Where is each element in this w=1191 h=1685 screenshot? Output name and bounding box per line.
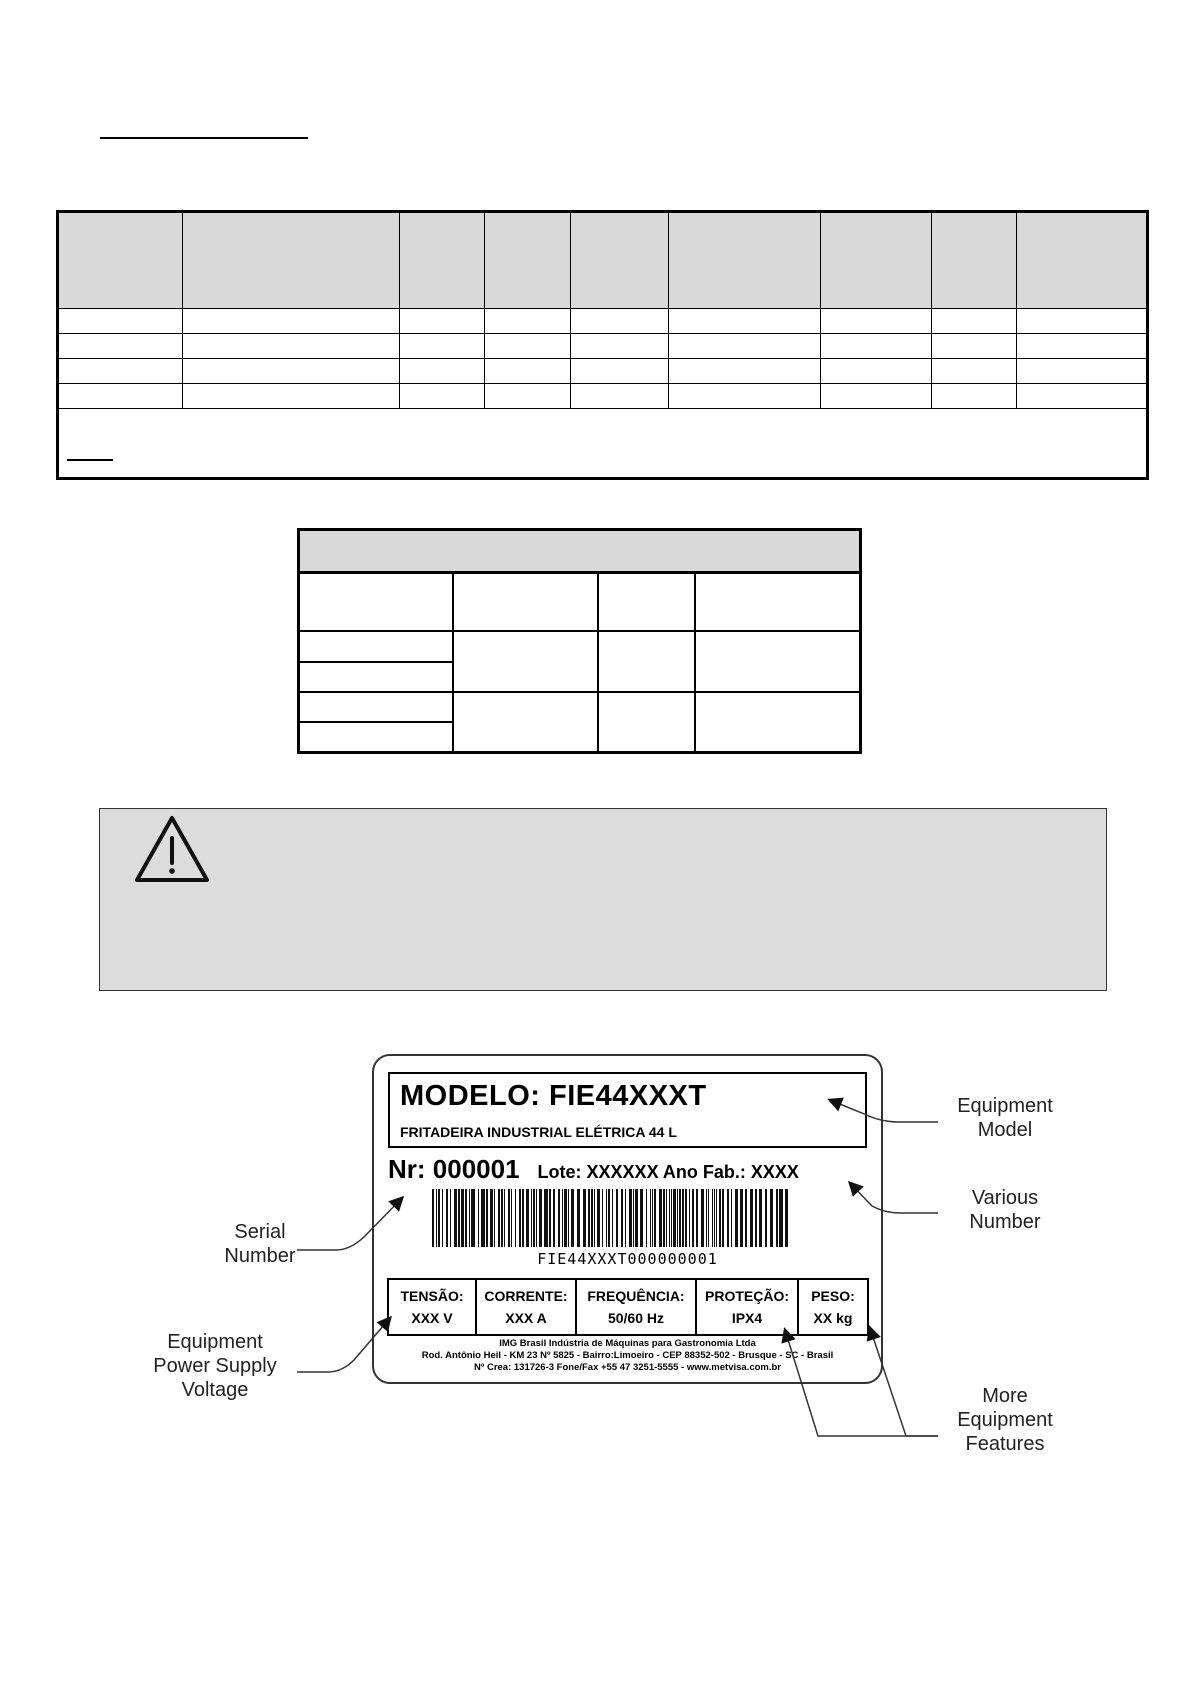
callout-equipment-model: Equipment Model (957, 1095, 1053, 1141)
specifications-table (56, 210, 1149, 480)
spec-value: XX kg (813, 1310, 853, 1326)
spec-value: XXX A (505, 1310, 547, 1326)
secondary-table-title-bar (300, 531, 859, 574)
spec-value: 50/60 Hz (607, 1310, 665, 1326)
spec-strip (387, 1278, 869, 1336)
table-row (59, 308, 1146, 333)
table-row (59, 383, 1146, 408)
model-title: MODELO: FIE44XXXT (400, 1080, 707, 1112)
barcode-text: FIE44XXXT000000001 (537, 1250, 718, 1268)
heading-underline (100, 137, 308, 139)
spec-value: IPX4 (731, 1310, 763, 1326)
model-subtitle: FRITADEIRA INDUSTRIAL ELÉTRICA 44 L (400, 1124, 677, 1140)
barcode-icon (432, 1189, 792, 1247)
table-header-cell (183, 213, 400, 308)
table-row (59, 333, 1146, 358)
table-header-cell (821, 213, 932, 308)
spec-current (477, 1280, 577, 1334)
spec-weight (799, 1280, 867, 1334)
callout-various-number: Various Number (969, 1187, 1041, 1233)
serial-number: Nr: 000001 (388, 1154, 520, 1184)
table-header-cell (669, 213, 821, 308)
table-header-cell (1017, 213, 1146, 308)
table-header-cell (571, 213, 669, 308)
secondary-table (297, 528, 862, 754)
table-header-cell (485, 213, 571, 308)
callout-more-features: More Equipment Features (957, 1385, 1053, 1455)
spec-name: TENSÃO: (400, 1288, 464, 1304)
table-row (59, 358, 1146, 383)
serial-line (388, 1154, 799, 1185)
manufacturer-line: Rod. Antônio Heil - KM 23 Nº 5825 - Bairro:Limoeiro - CEP 88352-502 - Brusque - SC - Brasil (421, 1350, 834, 1361)
spec-name: CORRENTE: (484, 1288, 568, 1304)
warning-triangle-icon (132, 813, 212, 885)
spec-frequency (577, 1280, 697, 1334)
table-header-cell (400, 213, 485, 308)
note-underline (67, 459, 113, 461)
model-box (388, 1072, 867, 1148)
table-note-area (59, 408, 1146, 477)
callout-power-supply: Equipment Power Supply Voltage (153, 1331, 277, 1401)
batch-year: Lote: XXXXXX Ano Fab.: XXXX (537, 1162, 799, 1182)
warning-box (99, 808, 1107, 991)
spec-name: FREQUÊNCIA: (587, 1288, 685, 1304)
spec-name: PROTEÇÃO: (705, 1288, 789, 1304)
manufacturer-line: Nº Crea: 131726-3 Fone/Fax +55 47 3251-5555 - www.metvisa.com.br (473, 1362, 781, 1373)
spec-name: PESO: (811, 1288, 855, 1304)
callout-serial-number: Serial Number (224, 1221, 296, 1267)
table-header-cell (932, 213, 1017, 308)
manufacturer-info (374, 1338, 881, 1374)
spec-voltage (389, 1280, 477, 1334)
spec-protection (697, 1280, 799, 1334)
manufacturer-line: IMG Brasil Indústria de Máquinas para Gastronomia Ltda (499, 1338, 756, 1349)
equipment-label-plate (372, 1054, 883, 1384)
spec-value: XXX V (411, 1310, 453, 1326)
table-header-cell (59, 213, 183, 308)
